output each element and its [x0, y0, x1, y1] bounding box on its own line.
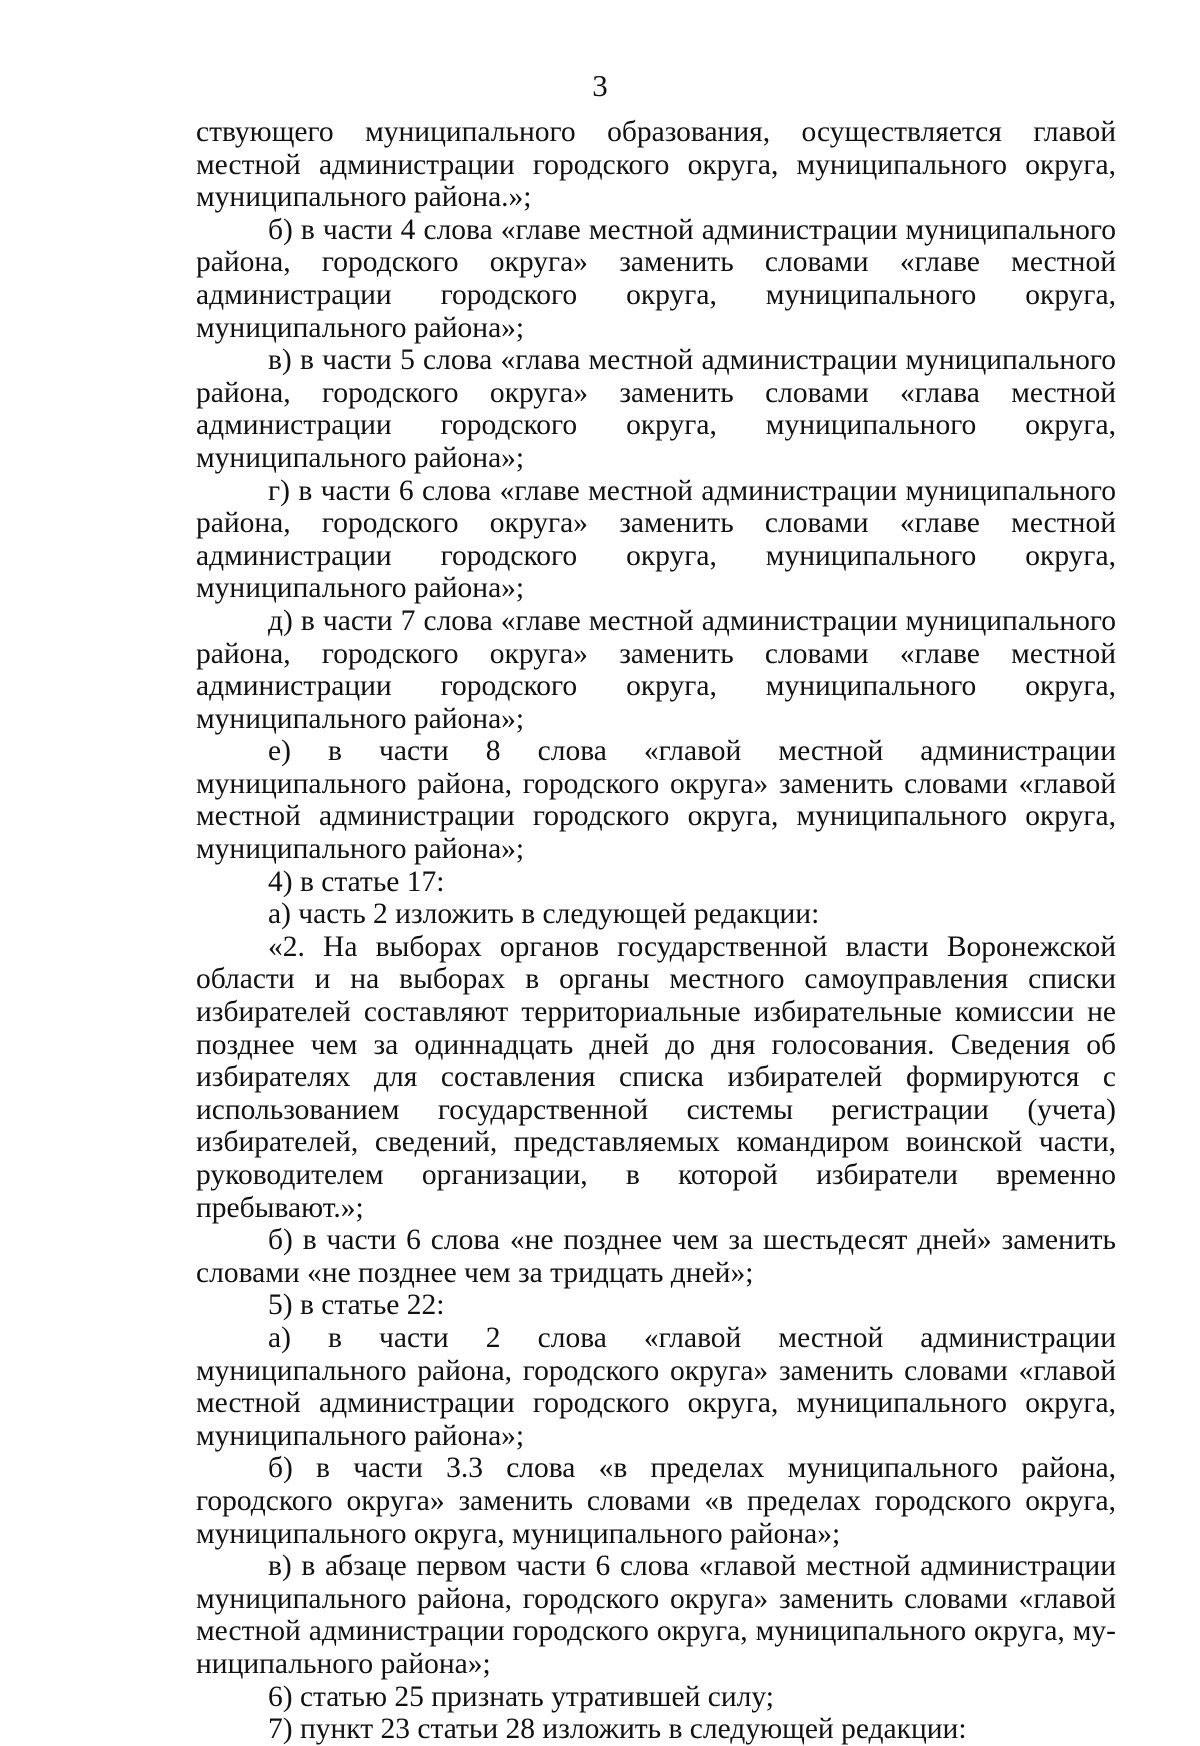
paragraph: «2. На выборах органов государственной власти Воронежской области и на выборах в органы местного самоуправления списки избирателей составляют территориальные избирательные комиссии не позднее чем за одиннадцать дней до дня голосования. Сведения об избирателях для составления списка избирателей формируются с использованием государственной системы регистрации (учета) избирателей, сведений, представляемых командиром воинской части, руководителем организации, в которой избиратели временно пребывают.»; — [196, 930, 1116, 1224]
paragraph: 7) пункт 23 статьи 28 изложить в следующей редакции: — [268, 1713, 967, 1746]
document-body — [196, 116, 1116, 1746]
page-number: 3 — [592, 68, 608, 103]
paragraph: в) в части 5 слова «глава местной администрации муниципального района, городского округа» заменить словами «глава местной администрации городского округа, муниципального округа, муниципального района»; — [196, 344, 1116, 474]
paragraph: б) в части 4 слова «главе местной администрации муниципального района, городского округа» заменить словами «главе местной администрации городского округа, муниципального округа, муниципального района»; — [196, 213, 1116, 344]
paragraph: б) в части 6 слова «не позднее чем за шестьдесят дней» заменить словами «не позднее чем за тридцать дней»; — [196, 1224, 1116, 1289]
paragraph: б) в части 3.3 слова «в пределах муниципального района, городского округа» заменить словами «в пределах городского округа, муниципального округа, муниципального района»; — [196, 1452, 1116, 1550]
paragraph: 5) в статье 22: — [268, 1289, 445, 1322]
paragraph: а) в части 2 слова «главой местной администрации муниципального района, городского округа» заменить словами «главой местной администрации городского округа, муниципального округа, муниципального района»; — [196, 1321, 1116, 1452]
paragraph: е) в части 8 слова «главой местной администрации муниципального района, городского округа» заменить словами «главой местной администрации городского округа, муниципального округа, муниципального района»; — [196, 735, 1116, 866]
paragraph: г) в части 6 слова «главе местной администрации муниципального района, городского округа» заменить словами «главе местной администрации городского округа, муниципального округа, муниципального района»; — [196, 474, 1116, 605]
paragraph: 6) статью 25 признать утратившей силу; — [268, 1680, 774, 1713]
paragraph: а) часть 2 изложить в следующей редакции: — [268, 898, 820, 931]
paragraph: ствующего муниципального образования, осуществляется главой местной администрации городского округа, муниципального округа, муниципального района.»; — [196, 116, 1116, 214]
paragraph: д) в части 7 слова «главе местной администрации муниципального района, городского округа» заменить словами «главе местной администрации городского округа, муниципального округа, муниципального района»; — [196, 604, 1116, 735]
paragraph: в) в абзаце первом части 6 слова «главой местной администрации муниципального района, городского округа» заменить словами «главой местной администрации городского округа, муниципального округа, муниципального района»; — [196, 1550, 1116, 1680]
paragraph: 4) в статье 17: — [268, 865, 445, 898]
